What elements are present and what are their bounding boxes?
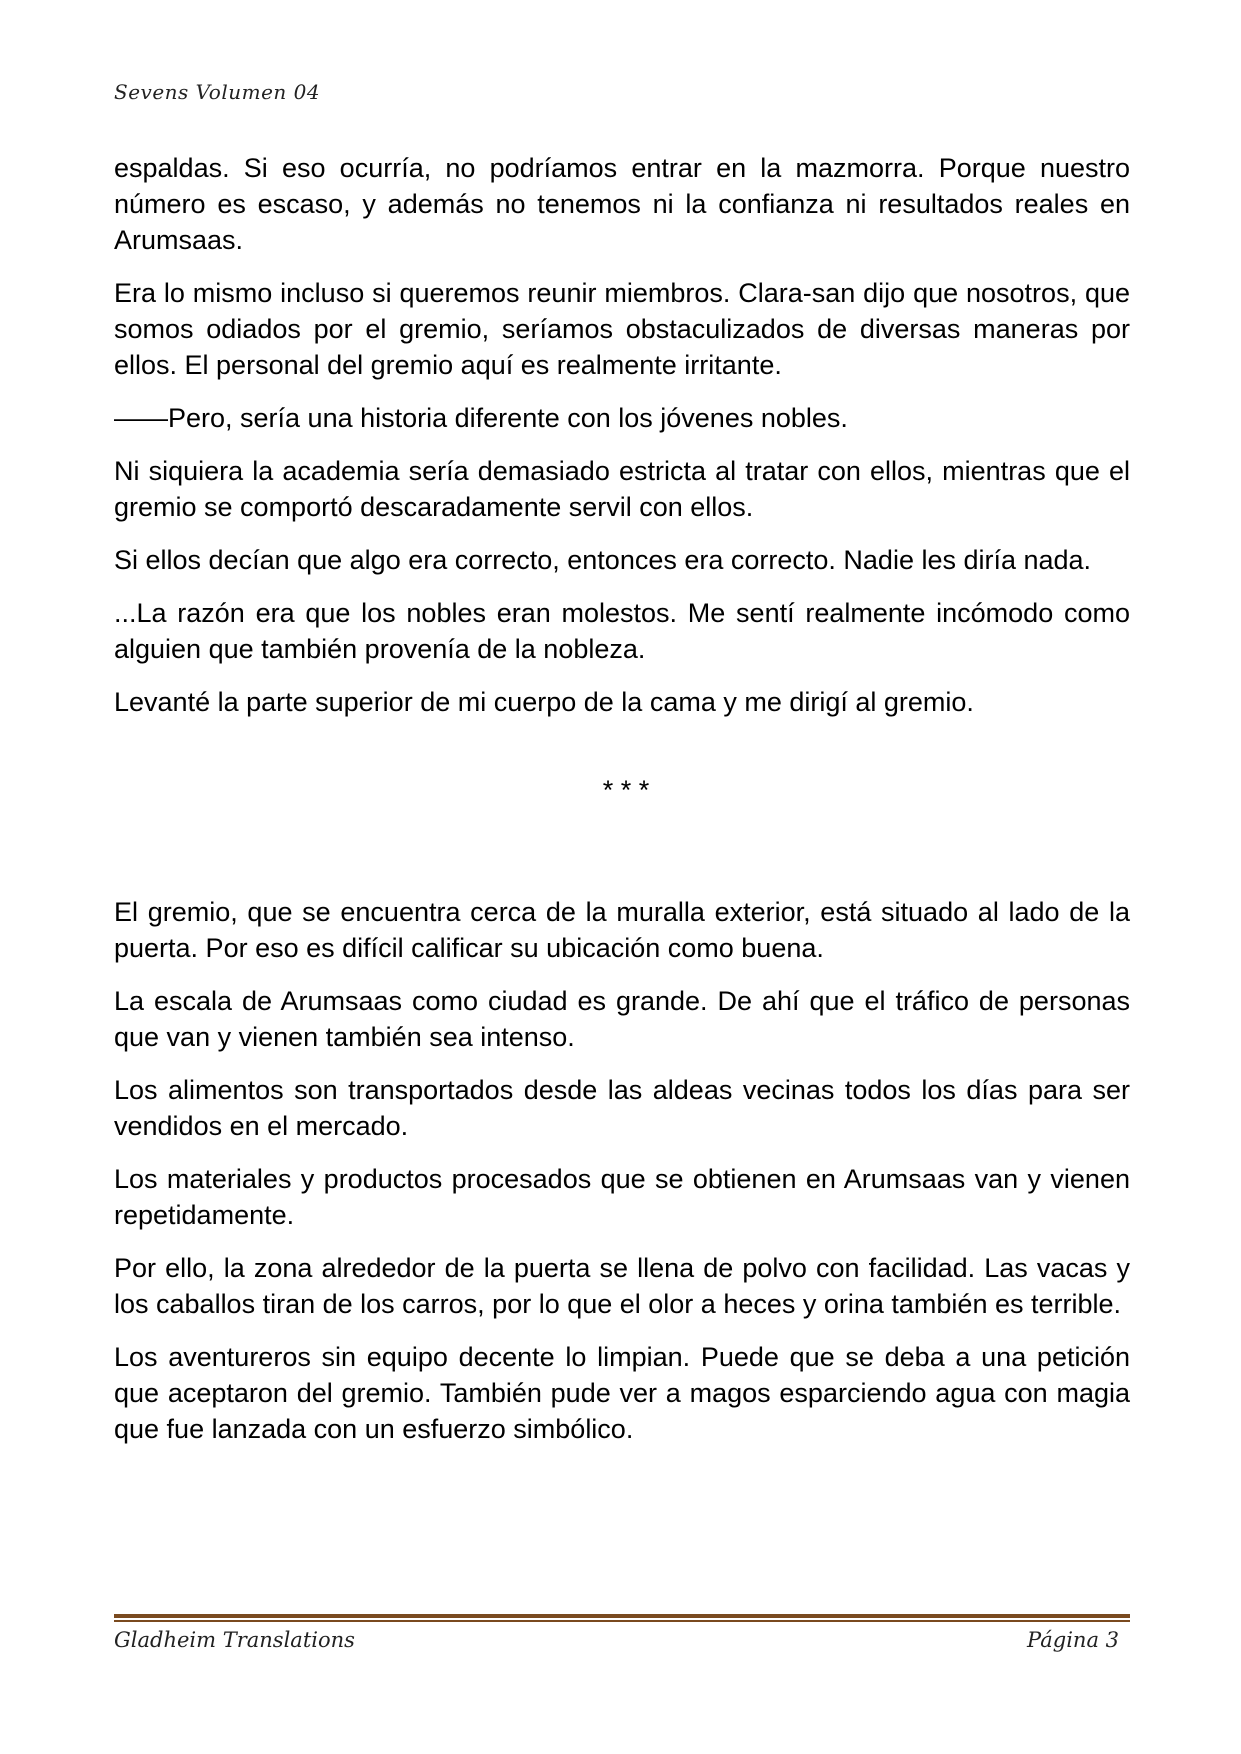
footer-divider-thick-line	[114, 1614, 1130, 1618]
paragraph: Los materiales y productos procesados que se obtienen en Arumsaas van y vienen repetidamente.	[114, 1164, 1130, 1230]
running-header: Sevens Volumen 04	[114, 80, 321, 104]
paragraph: Era lo mismo incluso si queremos reunir miembros. Clara-san dijo que nosotros, que somos odiados por el gremio, seríamos obstaculizados de diversas maneras por ellos. El personal del gremio aquí es realmente irritante.	[114, 278, 1130, 380]
footer-divider-thin-line	[114, 1620, 1130, 1622]
page-number: Página 3	[1027, 1628, 1119, 1652]
page-body	[114, 150, 1130, 1464]
footer-credit: Gladheim Translations	[114, 1628, 355, 1652]
paragraph: espaldas. Si eso ocurría, no podríamos entrar en la mazmorra. Porque nuestro número es escaso, y además no tenemos ni la confianza ni resultados reales en Arumsaas.	[114, 153, 1130, 255]
paragraph: ――Pero, sería una historia diferente con los jóvenes nobles.	[114, 403, 848, 433]
paragraph: Los alimentos son transportados desde las aldeas vecinas todos los días para ser vendidos en el mercado.	[114, 1075, 1130, 1141]
paragraph: La escala de Arumsaas como ciudad es grande. De ahí que el tráfico de personas que van y vienen también sea intenso.	[114, 986, 1130, 1052]
paragraph: Si ellos decían que algo era correcto, entonces era correcto. Nadie les diría nada.	[114, 545, 1092, 575]
scene-break: * * *	[602, 775, 650, 805]
paragraph: Los aventureros sin equipo decente lo limpian. Puede que se deba a una petición que aceptaron del gremio. También pude ver a magos esparciendo agua con magia que fue lanzada con un esfuerzo simbólico.	[114, 1342, 1130, 1444]
paragraph: ...La razón era que los nobles eran molestos. Me sentí realmente incómodo como alguien que también provenía de la nobleza.	[114, 598, 1130, 664]
paragraph: Ni siquiera la academia sería demasiado estricta al tratar con ellos, mientras que el gremio se comportó descaradamente servil con ellos.	[114, 456, 1130, 522]
paragraph: Levanté la parte superior de mi cuerpo de la cama y me dirigí al gremio.	[114, 687, 974, 717]
paragraph: Por ello, la zona alrededor de la puerta se llena de polvo con facilidad. Las vacas y los caballos tiran de los carros, por lo que el olor a heces y orina también es terrible.	[114, 1253, 1130, 1319]
paragraph: El gremio, que se encuentra cerca de la muralla exterior, está situado al lado de la puerta. Por eso es difícil calificar su ubicación como buena.	[114, 897, 1130, 963]
